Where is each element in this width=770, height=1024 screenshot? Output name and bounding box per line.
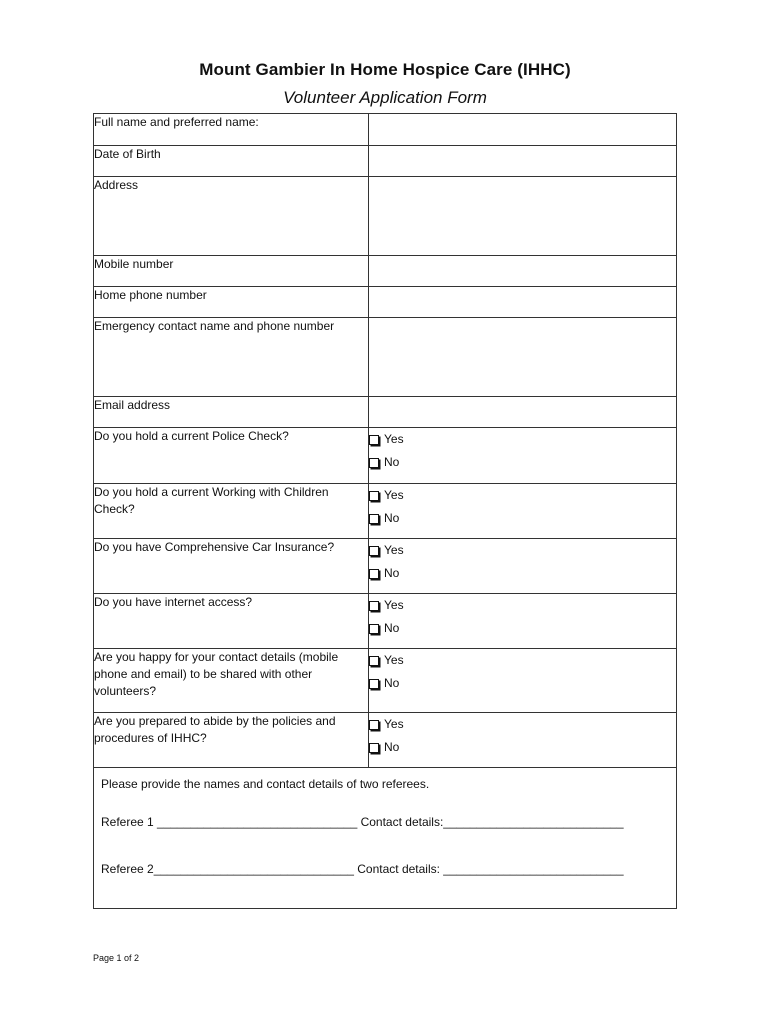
police-check-yes[interactable] [369,428,676,451]
policies-question: Are you prepared to abide by the policies and procedures of IHHC? [94,713,369,768]
checkbox-icon[interactable] [369,743,379,753]
checkbox-icon[interactable] [369,491,379,501]
referee-1-line[interactable]: Referee 1 ______________________________ Contact details:___________________________ [101,815,624,829]
yes-label: Yes [384,717,404,731]
policies-yes[interactable] [369,713,676,736]
no-label: No [384,621,400,635]
share-contacts-yes[interactable] [369,649,676,672]
working-children-yes[interactable] [369,484,676,507]
checkbox-icon[interactable] [369,720,379,730]
checkbox-icon[interactable] [369,435,379,445]
checkbox-icon[interactable] [369,624,379,634]
no-label: No [384,676,400,690]
address-field[interactable] [369,177,677,256]
no-label: No [384,455,400,469]
full-name-label: Full name and preferred name: [94,114,369,146]
address-label: Address [94,177,369,256]
home-phone-field[interactable] [369,287,677,318]
checkbox-icon[interactable] [369,679,379,689]
working-children-question: Do you hold a current Working with Children Check? [94,484,369,539]
checkbox-icon[interactable] [369,514,379,524]
referee-2-line[interactable]: Referee 2______________________________ Contact details: ___________________________ [101,862,624,876]
email-field[interactable] [369,397,677,428]
policies-options [369,713,677,768]
police-check-question: Do you hold a current Police Check? [94,428,369,484]
working-children-options [369,484,677,539]
checkbox-icon[interactable] [369,458,379,468]
share-contacts-options [369,649,677,713]
form-title: Mount Gambier In Home Hospice Care (IHHC) [199,60,571,79]
mobile-field[interactable] [369,256,677,287]
checkbox-icon[interactable] [369,546,379,556]
yes-label: Yes [384,653,404,667]
police-check-options [369,428,677,484]
referees-section [94,768,677,909]
share-contacts-question: Are you happy for your contact details (mobile phone and email) to be shared with other volunteers? [94,649,369,713]
yes-label: Yes [384,543,404,557]
car-insurance-options [369,539,677,594]
checkbox-icon[interactable] [369,656,379,666]
internet-question: Do you have internet access? [94,594,369,649]
internet-options [369,594,677,649]
yes-label: Yes [384,598,404,612]
application-form-table [93,113,677,909]
dob-field[interactable] [369,146,677,177]
home-phone-label: Home phone number [94,287,369,318]
mobile-label: Mobile number [94,256,369,287]
share-contacts-no[interactable] [369,672,676,695]
internet-no[interactable] [369,617,676,640]
page-number: Page 1 of 2 [93,953,140,963]
policies-no[interactable] [369,736,676,759]
checkbox-icon[interactable] [369,569,379,579]
emergency-contact-field[interactable] [369,318,677,397]
dob-label: Date of Birth [94,146,369,177]
referees-intro: Please provide the names and contact details of two referees. [101,777,430,791]
yes-label: Yes [384,432,404,446]
no-label: No [384,740,400,754]
working-children-no[interactable] [369,507,676,530]
car-insurance-no[interactable] [369,562,676,585]
form-subtitle: Volunteer Application Form [283,88,487,107]
police-check-no[interactable] [369,451,676,474]
checkbox-icon[interactable] [369,601,379,611]
car-insurance-question: Do you have Comprehensive Car Insurance? [94,539,369,594]
no-label: No [384,511,400,525]
no-label: No [384,566,400,580]
full-name-field[interactable] [369,114,677,146]
email-label: Email address [94,397,369,428]
emergency-contact-label: Emergency contact name and phone number [94,318,369,397]
internet-yes[interactable] [369,594,676,617]
car-insurance-yes[interactable] [369,539,676,562]
yes-label: Yes [384,488,404,502]
